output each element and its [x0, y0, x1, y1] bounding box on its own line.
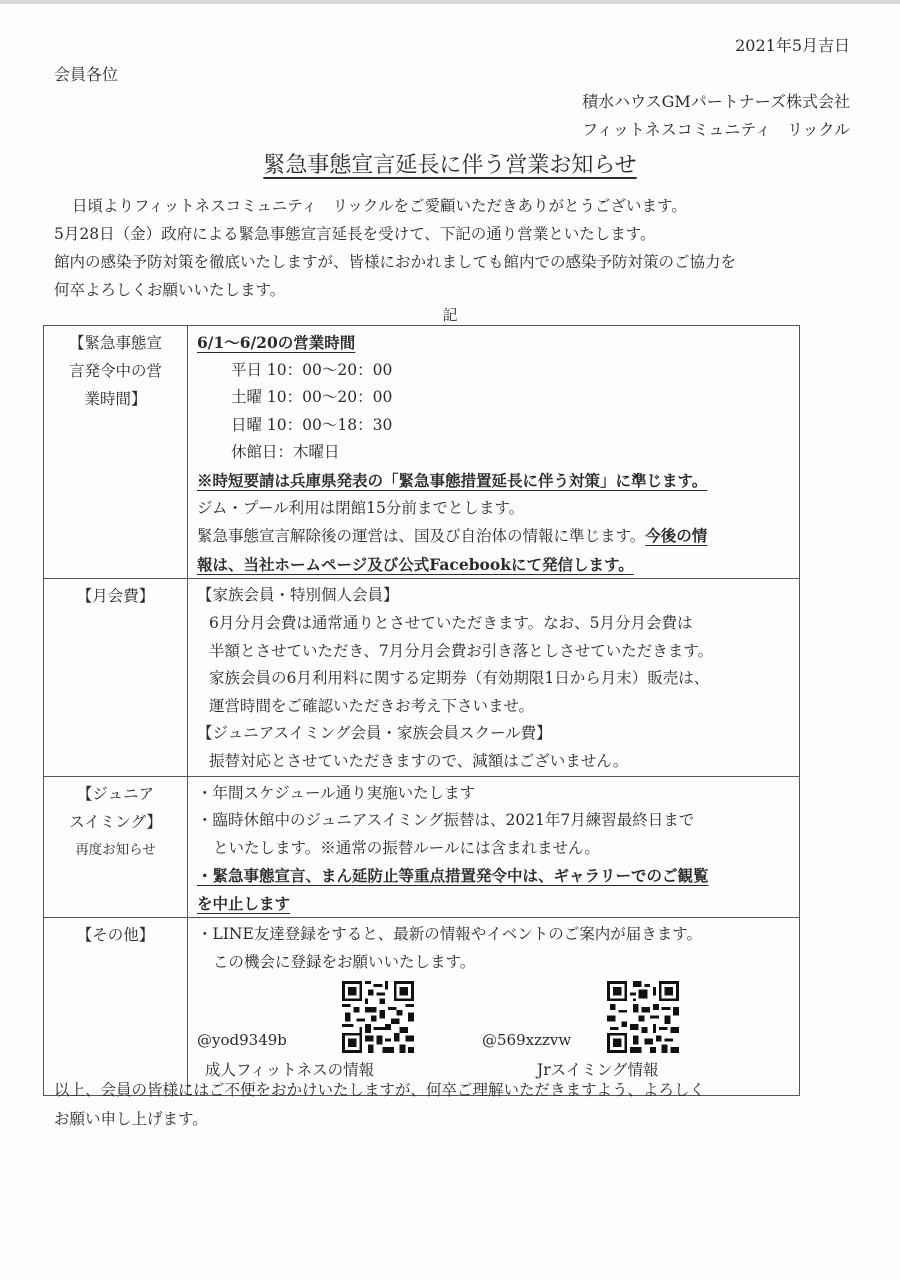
- qr-code-icon[interactable]: [342, 981, 414, 1053]
- gym-pool-note: ジム・プール利用は閉館15分前までとします。: [197, 498, 525, 517]
- fees-text: 運営時間をご確認いただきお考え下さいませ。: [209, 696, 535, 715]
- label-line: 言発令中の営: [68, 362, 162, 380]
- hours-saturday: 土曜 10：00～20：00: [231, 388, 393, 407]
- qr-code-icon[interactable]: [607, 981, 679, 1053]
- row-label: [44, 326, 188, 579]
- row-label: [44, 918, 188, 1095]
- row-content: [188, 776, 800, 918]
- table-row-junior: [44, 776, 800, 918]
- after-lift-note: [197, 522, 791, 551]
- facility-name: フィットネスコミュニティ リックル: [582, 120, 850, 139]
- row-label: [44, 776, 188, 918]
- ki-heading: 記: [442, 306, 458, 324]
- closing-paragraph: [54, 1076, 705, 1134]
- junior-item: ・年間スケジュール通り実施いたします: [197, 783, 476, 802]
- junior-gallery-note-cont: を中止します: [197, 893, 291, 913]
- label-line: 【月会費】: [76, 587, 155, 606]
- label-line: 再度お知らせ: [75, 841, 156, 858]
- junior-item-cont: といたします。※通常の振替ルールには含まれません。: [213, 838, 600, 857]
- row-content: [188, 918, 800, 1095]
- after-lift-emphasis: 今後の情: [645, 526, 708, 546]
- label-line: 業時間】: [84, 390, 147, 408]
- fees-subheading: 【家族会員・特別個人会員】: [197, 586, 399, 605]
- closing-line: 以上、会員の皆様にはご不便をおかけいたしますが、何卒ご理解いただきますよう、よろしく: [54, 1081, 706, 1099]
- table-row-other: [44, 918, 800, 1095]
- junior-item: ・臨時休館中のジュニアスイミング振替は、2021年7月練習最終日まで: [197, 811, 695, 830]
- fees-subheading: 【ジュニアスイミング会員・家族会員スクール費】: [197, 724, 552, 743]
- document-date: 2021年5月吉日: [735, 36, 850, 55]
- table-row-hours: [44, 326, 800, 579]
- closed-day: 休館日：木曜日: [231, 443, 340, 462]
- closing-line: お願い申し上げます。: [54, 1110, 208, 1128]
- table-row-fees: [44, 579, 800, 776]
- intro-line: 何卒よろしくお願いいたします。: [54, 281, 286, 299]
- hours-weekday: 平日 10：00～20：00: [231, 360, 393, 379]
- qr-caption-adult: 成人フィットネスの情報: [205, 1060, 375, 1079]
- intro-line: 5月28日（金）政府による緊急事態宣言延長を受けて、下記の通り営業といたします。: [54, 225, 656, 243]
- intro-line: 館内の感染予防対策を徹底いたしますが、皆様におかれましても館内での感染予防対策のご協力を: [54, 253, 737, 271]
- row-content: [188, 579, 800, 776]
- hours-heading: 6/1～6/20の営業時間: [197, 333, 356, 352]
- fees-text: 半額とさせていただき、7月分月会費お引き落としさせていただきます。: [209, 641, 714, 660]
- qr-caption-junior: Jrスイミング情報: [537, 1060, 659, 1079]
- label-line: 【緊急事態宣: [68, 334, 162, 352]
- qr-code-icon: [342, 981, 414, 1053]
- line-promo: ・LINE友達登録をすると、最新の情報やイベントのご案内が届きます。: [197, 925, 703, 944]
- row-label: [44, 579, 188, 776]
- intro-paragraph: [54, 192, 736, 304]
- junior-gallery-note: ・緊急事態宣言、まん延防止等重点措置発令中は、ギャラリーでのご観覧: [197, 866, 709, 886]
- line-id-junior: @569xzzvw: [482, 1030, 572, 1049]
- after-lift-emphasis-cont: 報は、当社ホームページ及び公式Facebookにて発信します。: [197, 554, 634, 574]
- page-title-text: 緊急事態宣言延長に伴う営業お知らせ: [263, 153, 637, 178]
- prefecture-note: ※時短要請は兵庫県発表の「緊急事態措置延長に伴う対策」に準じます。: [197, 470, 708, 490]
- line-promo-cont: この機会に登録をお願いいたします。: [213, 953, 476, 972]
- line-id-adult: @yod9349b: [197, 1030, 287, 1049]
- company-name: 積水ハウスGMパートナーズ株式会社: [582, 92, 850, 111]
- fees-text: 振替対応とさせていただきますので、減額はございません。: [209, 751, 629, 770]
- sender-block: [582, 88, 850, 144]
- page-title: [0, 148, 900, 179]
- page-edge: [0, 0, 900, 4]
- label-line: 【ジュニア: [76, 784, 155, 803]
- notice-table: [43, 325, 800, 1096]
- recipient: 会員各位: [54, 65, 119, 84]
- label-line: 【その他】: [76, 926, 155, 945]
- intro-line: 日頃よりフィットネスコミュニティ リックルをご愛顧いただきありがとうございます。: [72, 197, 687, 215]
- after-lift-text: 緊急事態宣言解除後の運営は、国及び自治体の情報に準じます。: [197, 527, 646, 546]
- row-content: [188, 326, 800, 579]
- hours-sunday: 日曜 10：00～18：30: [231, 415, 393, 434]
- fees-text: 家族会員の6月利用料に関する定期券（有効期限1日から月末）販売は、: [209, 669, 710, 688]
- label-line: スイミング】: [69, 812, 162, 831]
- qr-code-icon: [607, 981, 679, 1053]
- fees-text: 6月分月会費は通常通りとさせていただきます。なお、5月分月会費は: [209, 613, 693, 632]
